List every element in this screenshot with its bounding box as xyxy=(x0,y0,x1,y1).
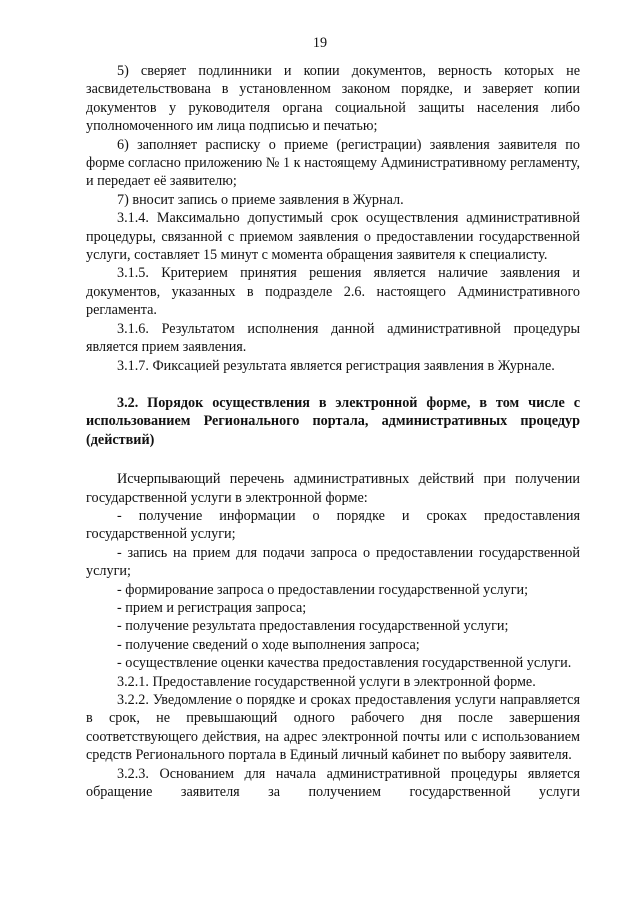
list-item-result: - получение результата предоставления государственной услуги; xyxy=(117,618,509,635)
section-heading-3-2: 3.2. Порядок осуществления в электронной форме, в том числе с использованием Регионального портала, административных процедур (действий) xyxy=(86,394,580,448)
paragraph-3-1-4: 3.1.4. Максимально допустимый срок осуществления административной процедуры, связанной с приемом заявления о предоставлении государственной услуги, составляет 15 минут с момента обращения заявителя к специалисту. xyxy=(86,210,580,264)
paragraph-3-1-5: 3.1.5. Критерием принятия решения является наличие заявления и документов, указанных в подразделе 2.6. настоящего Административного регламента. xyxy=(86,265,580,319)
list-item-request-formation: - формирование запроса о предоставлении государственной услуги; xyxy=(117,581,529,598)
list-item-status: - получение сведений о ходе выполнения запроса; xyxy=(117,636,420,653)
paragraph-3-2-2: 3.2.2. Уведомление о порядке и сроках предоставления услуги направляется в срок, не превышающий одного рабочего дня после завершения соответствующего действия, на адрес электронной почты или с использованием средств Регионального портала в Единый личный кабинет по выбору заявителя. xyxy=(86,692,580,764)
paragraph-6: 6) заполняет расписку о приеме (регистрации) заявления заявителя по форме согласно приложению № 1 к настоящему Административному регламенту, и передает её заявителю; xyxy=(86,136,580,190)
paragraph-5: 5) сверяет подлинники и копии документов, верность которых не засвидетельствована в установленном законом порядке, и заверяет копии документов у руководителя органа социальной защиты населения либо уполномоченного им лица подписью и печатью; xyxy=(86,63,580,135)
list-item-quality-assessment: - осуществление оценки качества предоставления государственной услуги. xyxy=(117,655,572,672)
paragraph-3-1-6: 3.1.6. Результатом исполнения данной административной процедуры является прием заявления. xyxy=(86,320,580,356)
list-item-appointment: - запись на прием для подачи запроса о предоставлении государственной услуги; xyxy=(86,544,580,580)
list-item-information: - получение информации о порядке и сроках предоставления государственной услуги; xyxy=(86,507,580,543)
paragraph-7: 7) вносит запись о приеме заявления в Журнал. xyxy=(117,191,404,208)
paragraph-3-1-7: 3.1.7. Фиксацией результата является регистрация заявления в Журнале. xyxy=(117,357,555,374)
list-item-request-registration: - прием и регистрация запроса; xyxy=(117,599,307,616)
document-body xyxy=(86,62,580,801)
page-number: 19 xyxy=(312,35,328,51)
list-intro: Исчерпывающий перечень административных действий при получении государственной услуги в электронной форме: xyxy=(86,471,580,506)
paragraph-3-2-1: 3.2.1. Предоставление государственной услуги в электронной форме. xyxy=(117,673,536,690)
paragraph-3-2-3: 3.2.3. Основанием для начала административной процедуры является обращение заявителя за получением государственной услуги xyxy=(86,765,580,801)
